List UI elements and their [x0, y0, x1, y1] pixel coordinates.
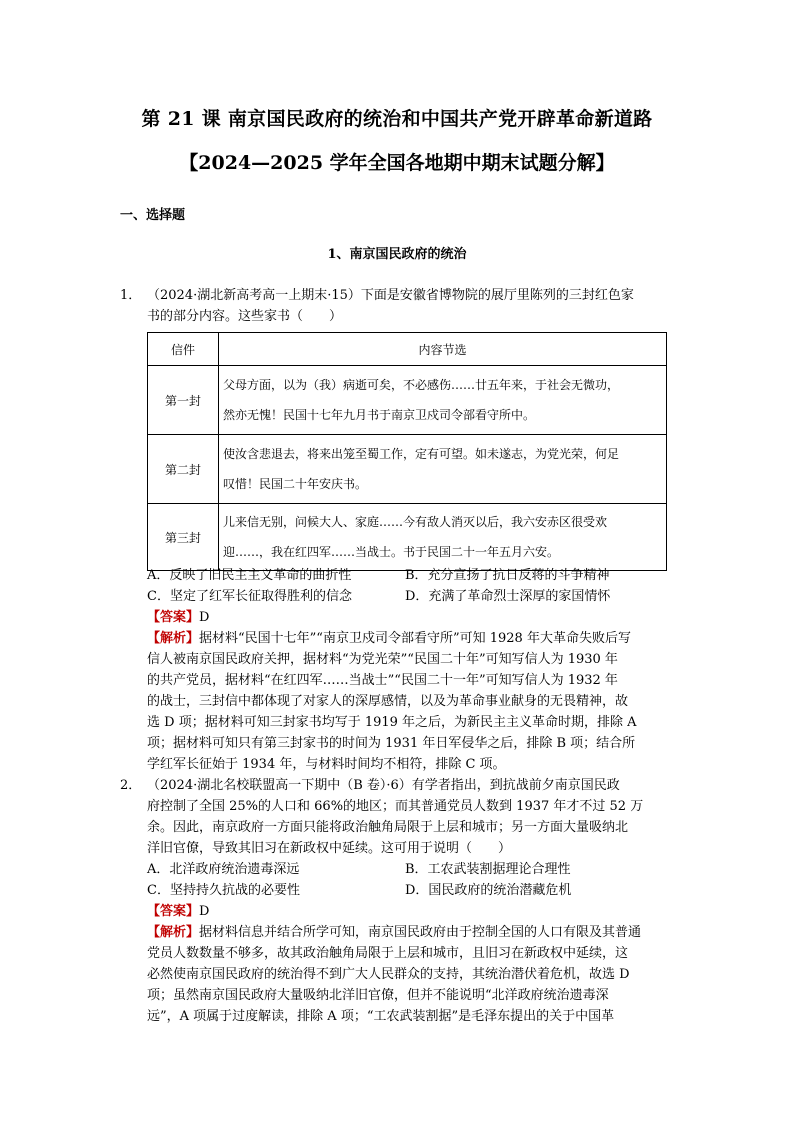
analysis-line: 学红军长征始于 1934 年，与材料时间均不相符，排除 C 项。: [147, 757, 506, 772]
question-text-line: （2024·湖北名校联盟高一下期中（B 卷）·6）有学者指出，到抗战前夕南京国民政: [147, 778, 620, 793]
letter-line: 儿来信无别，问候大人、家庭……今有敌人消灭以后，我六安赤区很受欢: [223, 515, 608, 529]
question-text-line: （2024·湖北新高考高一上期末·15）下面是安徽省博物院的展厅里陈列的三封红色家: [147, 288, 634, 303]
option-b: B．充分宣扬了抗日反蒋的斗争精神: [405, 568, 610, 583]
subsection-heading: 1、南京国民政府的统治: [327, 247, 467, 262]
analysis-line: 的共产党员，据材料“在红四军……当战士”“民国二十一年”可知写信人为 1932 年: [147, 673, 618, 688]
question-text-line: 府控制了全国 25%的人口和 66%的地区；而其普通党员人数到 1937 年才不过 52 万: [147, 799, 644, 814]
analysis-label: 【解析】: [147, 925, 200, 940]
analysis-line: 的战士，三封信中都体现了对家人的深厚感情，以及为革命事业献身的无畏精神，故: [147, 694, 629, 709]
answer-label: 【答案】: [147, 610, 200, 625]
letter-name: 第三封: [148, 504, 219, 571]
letters-table: [147, 332, 667, 571]
question-text-line: 洋旧官僚，导致其旧习在新政权中延续。这可用于说明（ ）: [147, 841, 512, 856]
question-1-answer: [147, 607, 679, 628]
analysis-line: 远”，A 项属于过度解读，排除 A 项；“工农武装割据”是毛泽东提出的关于中国革: [147, 1009, 615, 1024]
letter-content: [219, 435, 667, 504]
option-d: D．充满了革命烈士深厚的家国情怀: [405, 589, 611, 604]
section-heading: 一、选择题: [120, 208, 186, 223]
answer-value: D: [199, 610, 210, 625]
table-row: [148, 366, 667, 435]
question-1-options: [147, 565, 667, 607]
page-title: 第 21 课 南京国民政府的统治和中国共产党开辟革命新道路: [141, 108, 653, 130]
letter-line: 然亦无愧！民国十七年九月书于南京卫戍司令部看守所中。: [223, 408, 536, 422]
letter-line: 迎……，我在红四军……当战士。书于民国二十一年五月六安。: [223, 545, 560, 559]
question-number: 2．: [120, 778, 142, 793]
question-text-line: 余。因此，南京政府一方面只能将政治触角局限于上层和城市；另一方面大量吸纳北: [147, 820, 629, 835]
table-header: 信件: [148, 333, 219, 366]
analysis-line: 党员人数数量不够多，故其政治触角局限于上层和城市，且旧习在新政权中延续，这: [147, 946, 629, 961]
analysis-line: 据材料信息并结合所学可知，南京国民政府由于控制全国的人口有限及其普通: [199, 925, 642, 940]
question-number: 1．: [120, 288, 142, 303]
analysis-line: 项；虽然南京国民政府大量吸纳北洋旧官僚，但并不能说明“北洋政府统治遗毒深: [147, 988, 609, 1003]
analysis-line: 信人被南京国民政府关押，据材料“为党光荣”“民国二十年”可知写信人为 1930 年: [147, 652, 618, 667]
question-text-line: 书的部分内容。这些家书（ ）: [147, 309, 343, 324]
table-header: 内容节选: [219, 333, 667, 366]
question-2-answer: [147, 901, 679, 922]
analysis-line: 据材料“民国十七年”“南京卫戍司令部看守所”可知 1928 年大革命失败后写: [199, 631, 631, 646]
analysis-label: 【解析】: [147, 631, 200, 646]
question-2-stem: [120, 775, 680, 859]
letter-name: 第一封: [148, 366, 219, 435]
table-row: [148, 435, 667, 504]
table-row: [148, 504, 667, 571]
letter-line: 父母方面，以为（我）病逝可矣，不必感伤……廿五年来，于社会无微功，: [223, 378, 620, 392]
option-a: A．北洋政府统治遗毒深远: [147, 862, 300, 877]
letter-content: [219, 504, 667, 571]
option-b: B．工农武装割据理论合理性: [405, 862, 571, 877]
question-1-stem: [120, 285, 680, 327]
letter-line: 使汝含悲退去，将来出笼至蜀工作，定有可望。如未遂志，为党光荣，何足: [223, 447, 620, 461]
option-c: C．坚持持久抗战的必要性: [147, 883, 300, 898]
letter-content: [219, 366, 667, 435]
answer-label: 【答案】: [147, 904, 200, 919]
option-c: C．坚定了红军长征取得胜利的信念: [147, 589, 352, 604]
page-subtitle: 【2024—2025 学年全国各地期中期末试题分解】: [179, 152, 615, 174]
option-a: A．反映了旧民主主义革命的曲折性: [147, 568, 352, 583]
question-2-analysis: [147, 922, 679, 1027]
analysis-line: 项；据材料可知只有第三封家书的时间为 1931 年日军侵华之后，排除 B 项；结合所: [147, 736, 636, 751]
option-d: D．国民政府的统治潜藏危机: [405, 883, 572, 898]
question-1-analysis: [147, 628, 679, 775]
answer-value: D: [199, 904, 210, 919]
letter-line: 叹惜！民国二十年安庆书。: [223, 477, 368, 491]
analysis-line: 必然使南京国民政府的统治得不到广大人民群众的支持，其统治潜伏着危机，故选 D: [147, 967, 630, 982]
letter-name: 第二封: [148, 435, 219, 504]
question-2-options: [147, 859, 667, 901]
analysis-line: 选 D 项；据材料可知三封家书均写于 1919 年之后，为新民主主义革命时期，排除 A: [147, 715, 637, 730]
